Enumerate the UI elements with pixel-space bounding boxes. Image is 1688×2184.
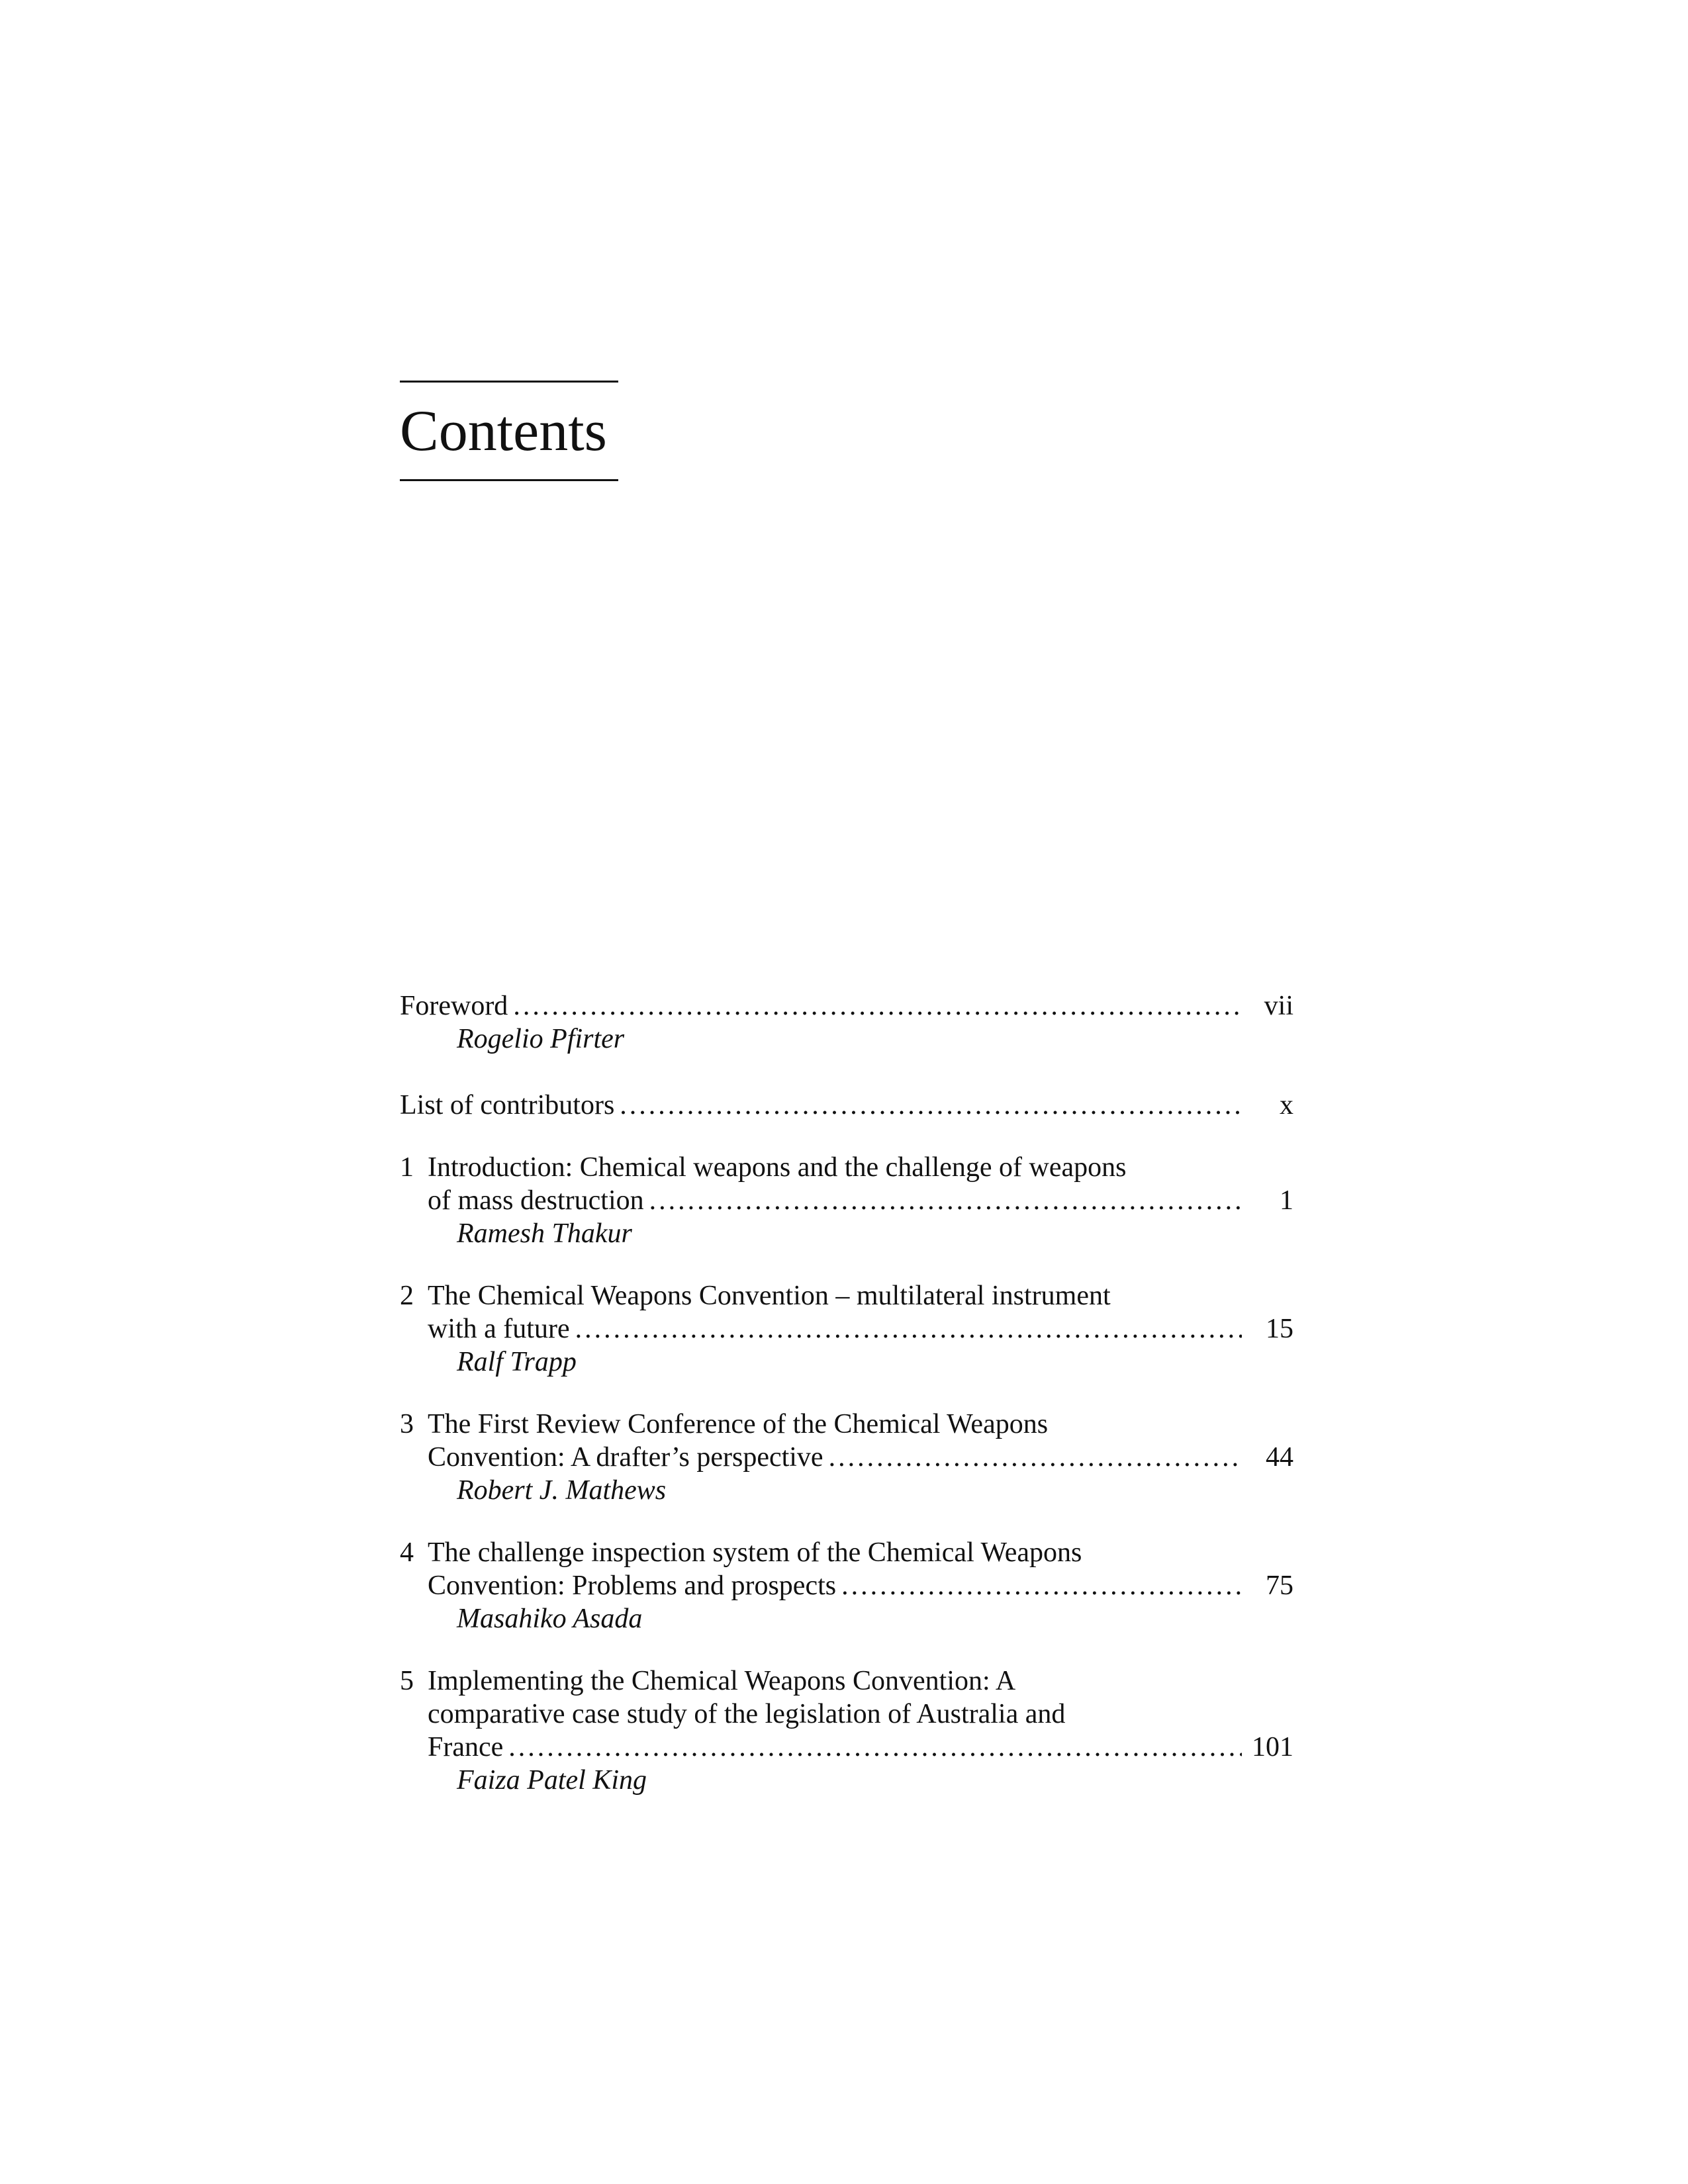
dot-leader: [829, 1441, 1242, 1474]
toc-entry-chapter-2: [400, 1279, 1293, 1379]
chapter-number: 1: [400, 1152, 414, 1183]
toc-entry-chapter-1: [400, 1151, 1293, 1250]
toc-entry-title: Foreword: [400, 991, 508, 1021]
toc-entry-title-continued: comparative case study of the legislation of Australia and: [428, 1699, 1066, 1729]
toc-entry-chapter-3: [400, 1408, 1293, 1507]
toc-author: Ralf Trapp: [457, 1347, 577, 1377]
toc-entry-title-continued: Convention: Problems and prospects: [428, 1570, 837, 1601]
heading-top-rule: [400, 381, 618, 383]
toc-page-number: 1: [1280, 1185, 1293, 1216]
toc-entry-title-continued: with a future: [428, 1314, 570, 1344]
toc-entry-title: The First Review Conference of the Chemical Weapons: [428, 1409, 1049, 1439]
dot-leader: [649, 1184, 1242, 1217]
contents-heading-block: [400, 381, 618, 481]
toc-page-number: 101: [1252, 1732, 1293, 1762]
dot-leader: [841, 1569, 1242, 1602]
chapter-number: 5: [400, 1666, 414, 1696]
toc-page-number: 15: [1266, 1314, 1293, 1344]
toc-entry-foreword: [400, 989, 1293, 1056]
toc-page-number: vii: [1264, 991, 1293, 1021]
dot-leader: [575, 1312, 1242, 1345]
toc-entry-title-continued: France: [428, 1732, 504, 1762]
toc-entry-title: The challenge inspection system of the Chemical Weapons: [428, 1537, 1082, 1568]
toc-entry-title-continued: Convention: A drafter’s perspective: [428, 1442, 823, 1473]
toc-entry-chapter-5: [400, 1664, 1293, 1797]
heading-bottom-rule: [400, 479, 618, 481]
toc-author: Faiza Patel King: [457, 1765, 647, 1796]
toc-entry-contributors: [400, 1089, 1293, 1122]
toc-entry-chapter-4: [400, 1536, 1293, 1635]
page-title: Contents: [400, 399, 607, 463]
chapter-number: 2: [400, 1281, 414, 1311]
toc-entry-title: The Chemical Weapons Convention – multilateral instrument: [428, 1281, 1111, 1311]
toc-entry-title: Introduction: Chemical weapons and the challenge of weapons: [428, 1152, 1127, 1183]
toc-author: Robert J. Mathews: [457, 1475, 667, 1506]
dot-leader: [513, 989, 1242, 1023]
toc-page-number: 44: [1266, 1442, 1293, 1473]
chapter-number: 3: [400, 1409, 414, 1439]
toc-author: Rogelio Pfirter: [457, 1024, 625, 1054]
table-of-contents: [400, 989, 1293, 1797]
dot-leader: [620, 1089, 1242, 1122]
toc-author: Masahiko Asada: [457, 1604, 643, 1634]
toc-entry-title: List of contributors: [400, 1090, 615, 1120]
toc-entry-title: Implementing the Chemical Weapons Convention: A: [428, 1666, 1016, 1696]
toc-entry-title-continued: of mass destruction: [428, 1185, 644, 1216]
toc-page-number: x: [1280, 1090, 1293, 1120]
chapter-number: 4: [400, 1537, 414, 1568]
dot-leader: [508, 1731, 1242, 1764]
toc-page-number: 75: [1266, 1570, 1293, 1601]
toc-author: Ramesh Thakur: [457, 1218, 632, 1249]
